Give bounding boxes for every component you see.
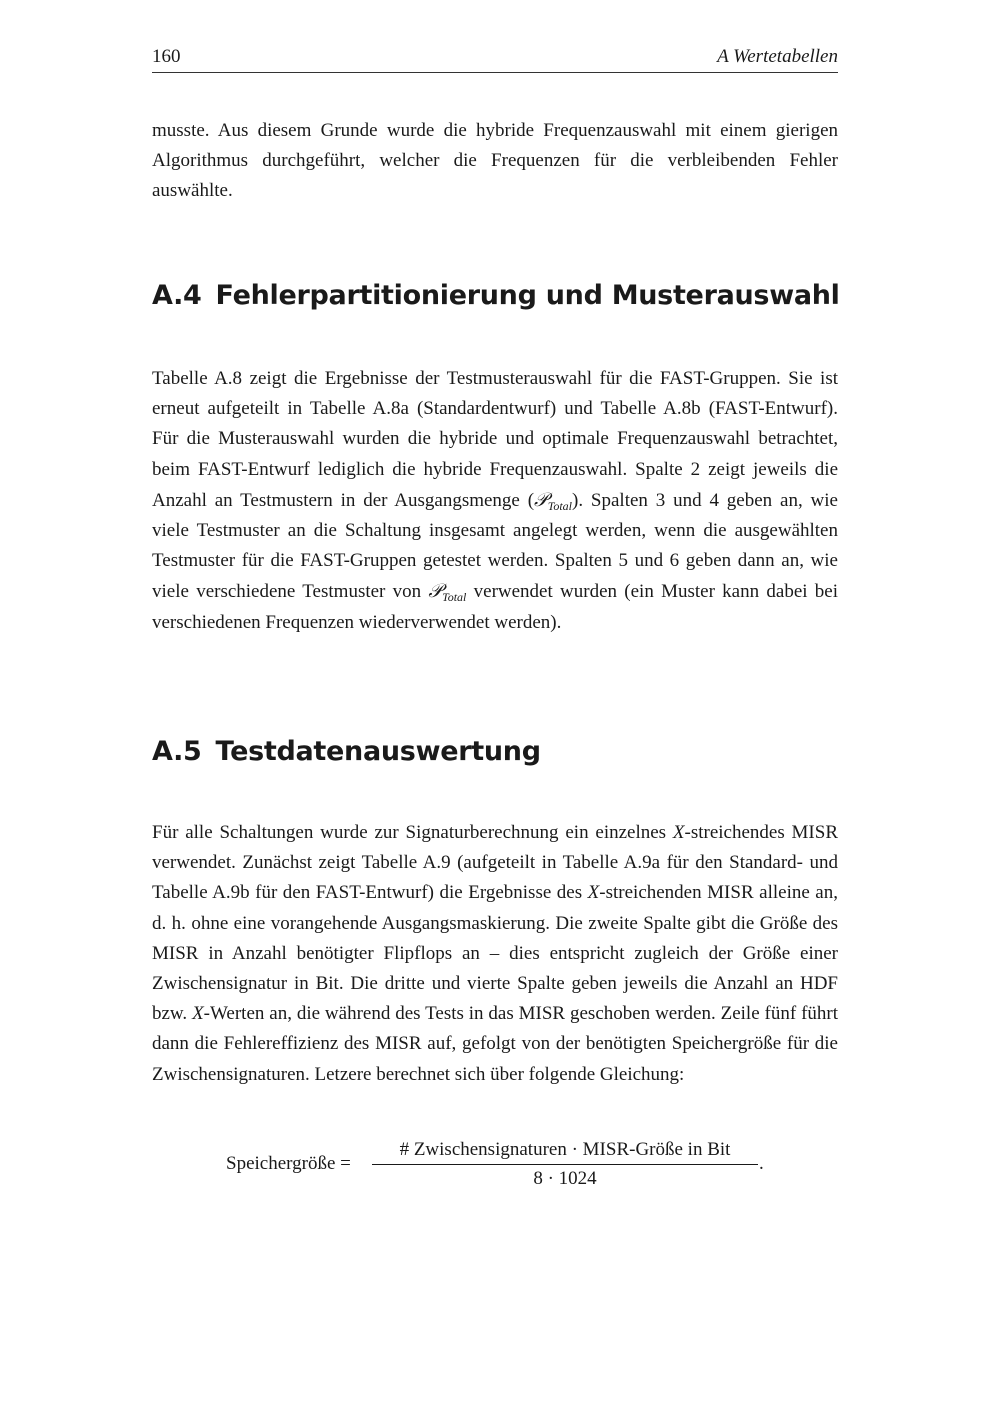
- equation-numerator: # Zwischensignaturen · MISR-Größe in Bit: [399, 1139, 731, 1160]
- section-number: A.4: [152, 280, 202, 311]
- symbol-subscript: Total: [547, 498, 572, 513]
- equation-lhs: Speichergröße =: [226, 1153, 351, 1174]
- text-run: ). Spalten 3 und 4 geben an, wie viele Testmuster an die Schaltung insgesamt angelegt werden, wenn die ausgewählten Testmuster für die FAST-Gruppen getestet werden. Spalten 5 und 6 geben dann an, wie viele verschiedene Testmuster von: [152, 489, 838, 603]
- text-run: Tabelle A.8 zeigt die Ergebnisse der Testmusterauswahl für die FAST-Gruppen. Sie ist erneut aufgeteilt in Tabelle A.8a (Standardentwurf) und Tabelle A.8b (FAST-Entwurf). Für die Musterauswahl wurden die hybride und optimale Frequenzauswahl betrachtet, beim FAST-Entwurf lediglich die hybride Frequenzauswahl. Spalte 2 zeigt jeweils die Anzahl an Testmustern in der Ausgangsmenge (: [152, 368, 838, 511]
- text-run: Für alle Schaltungen wurde zur Signaturberechnung ein einzelnes: [152, 822, 673, 843]
- intro-paragraph: musste. Aus diesem Grunde wurde die hybride Frequenzauswahl mit einem gierigen Algorithmus durchgeführt, welcher die Frequenzen für die verbleibenden Fehler auswählte.: [152, 120, 838, 202]
- page-number: 160: [152, 46, 181, 67]
- section-title: Fehlerpartitionierung und Musterauswahl: [215, 280, 840, 311]
- section-title: Testdatenauswertung: [215, 736, 541, 767]
- equation-denominator: 8 · 1024: [533, 1168, 597, 1189]
- section-a5-paragraph: [152, 818, 838, 1090]
- running-header: [152, 44, 838, 73]
- intro-paragraph-block: [152, 116, 838, 207]
- memory-size-equation: [0, 1136, 1000, 1196]
- text-run: -streichendes MISR verwendet. Zunächst zeigt Tabelle A.9 (aufgeteilt in Tabelle A.9a für den Standard- und Tabelle A.9b für den FAST-Entwurf) die Ergebnisse des: [152, 822, 839, 904]
- section-heading-a5: [152, 736, 541, 767]
- text-run: -Werten an, die während des Tests in das MISR geschoben werden. Zeile fünf führt dann die Fehlereffizienz des MISR auf, gefolgt von der benötigten Speichergröße für die Zwischensignaturen. Letzere berechnet sich über folgende Gleichung:: [152, 1003, 839, 1085]
- math-variable-x: X: [587, 882, 600, 904]
- pattern-set-symbol: 𝒫: [534, 488, 548, 511]
- section-a4-paragraph: [152, 364, 838, 638]
- section-heading-a4: [152, 280, 840, 311]
- section-number: A.5: [152, 736, 202, 767]
- equation-period: .: [759, 1153, 764, 1174]
- math-variable-x: X: [192, 1003, 204, 1025]
- text-run: verwendet wurden (ein Muster kann dabei bei verschiedenen Frequenzen wiederverwendet werden).: [152, 581, 839, 633]
- equation-fraction: [372, 1136, 758, 1193]
- pattern-set-symbol: 𝒫: [428, 580, 443, 603]
- chapter-title: A Wertetabellen: [717, 46, 838, 67]
- math-variable-x: X: [672, 822, 685, 843]
- section-a5-body: [152, 818, 838, 1090]
- section-a4-body: [152, 364, 838, 638]
- text-run: -streichenden MISR alleine an, d. h. ohne eine vorangehende Ausgangsmaskierung. Die zweite Spalte gibt die Größe des MISR in Anzahl benötigter Flipflops an – dies entspricht zugleich der Größe einer Zwischensignatur in Bit. Die dritte und vierte Spalte geben jeweils die Anzahl an HDF bzw.: [152, 882, 838, 1025]
- symbol-subscript: Total: [442, 590, 467, 605]
